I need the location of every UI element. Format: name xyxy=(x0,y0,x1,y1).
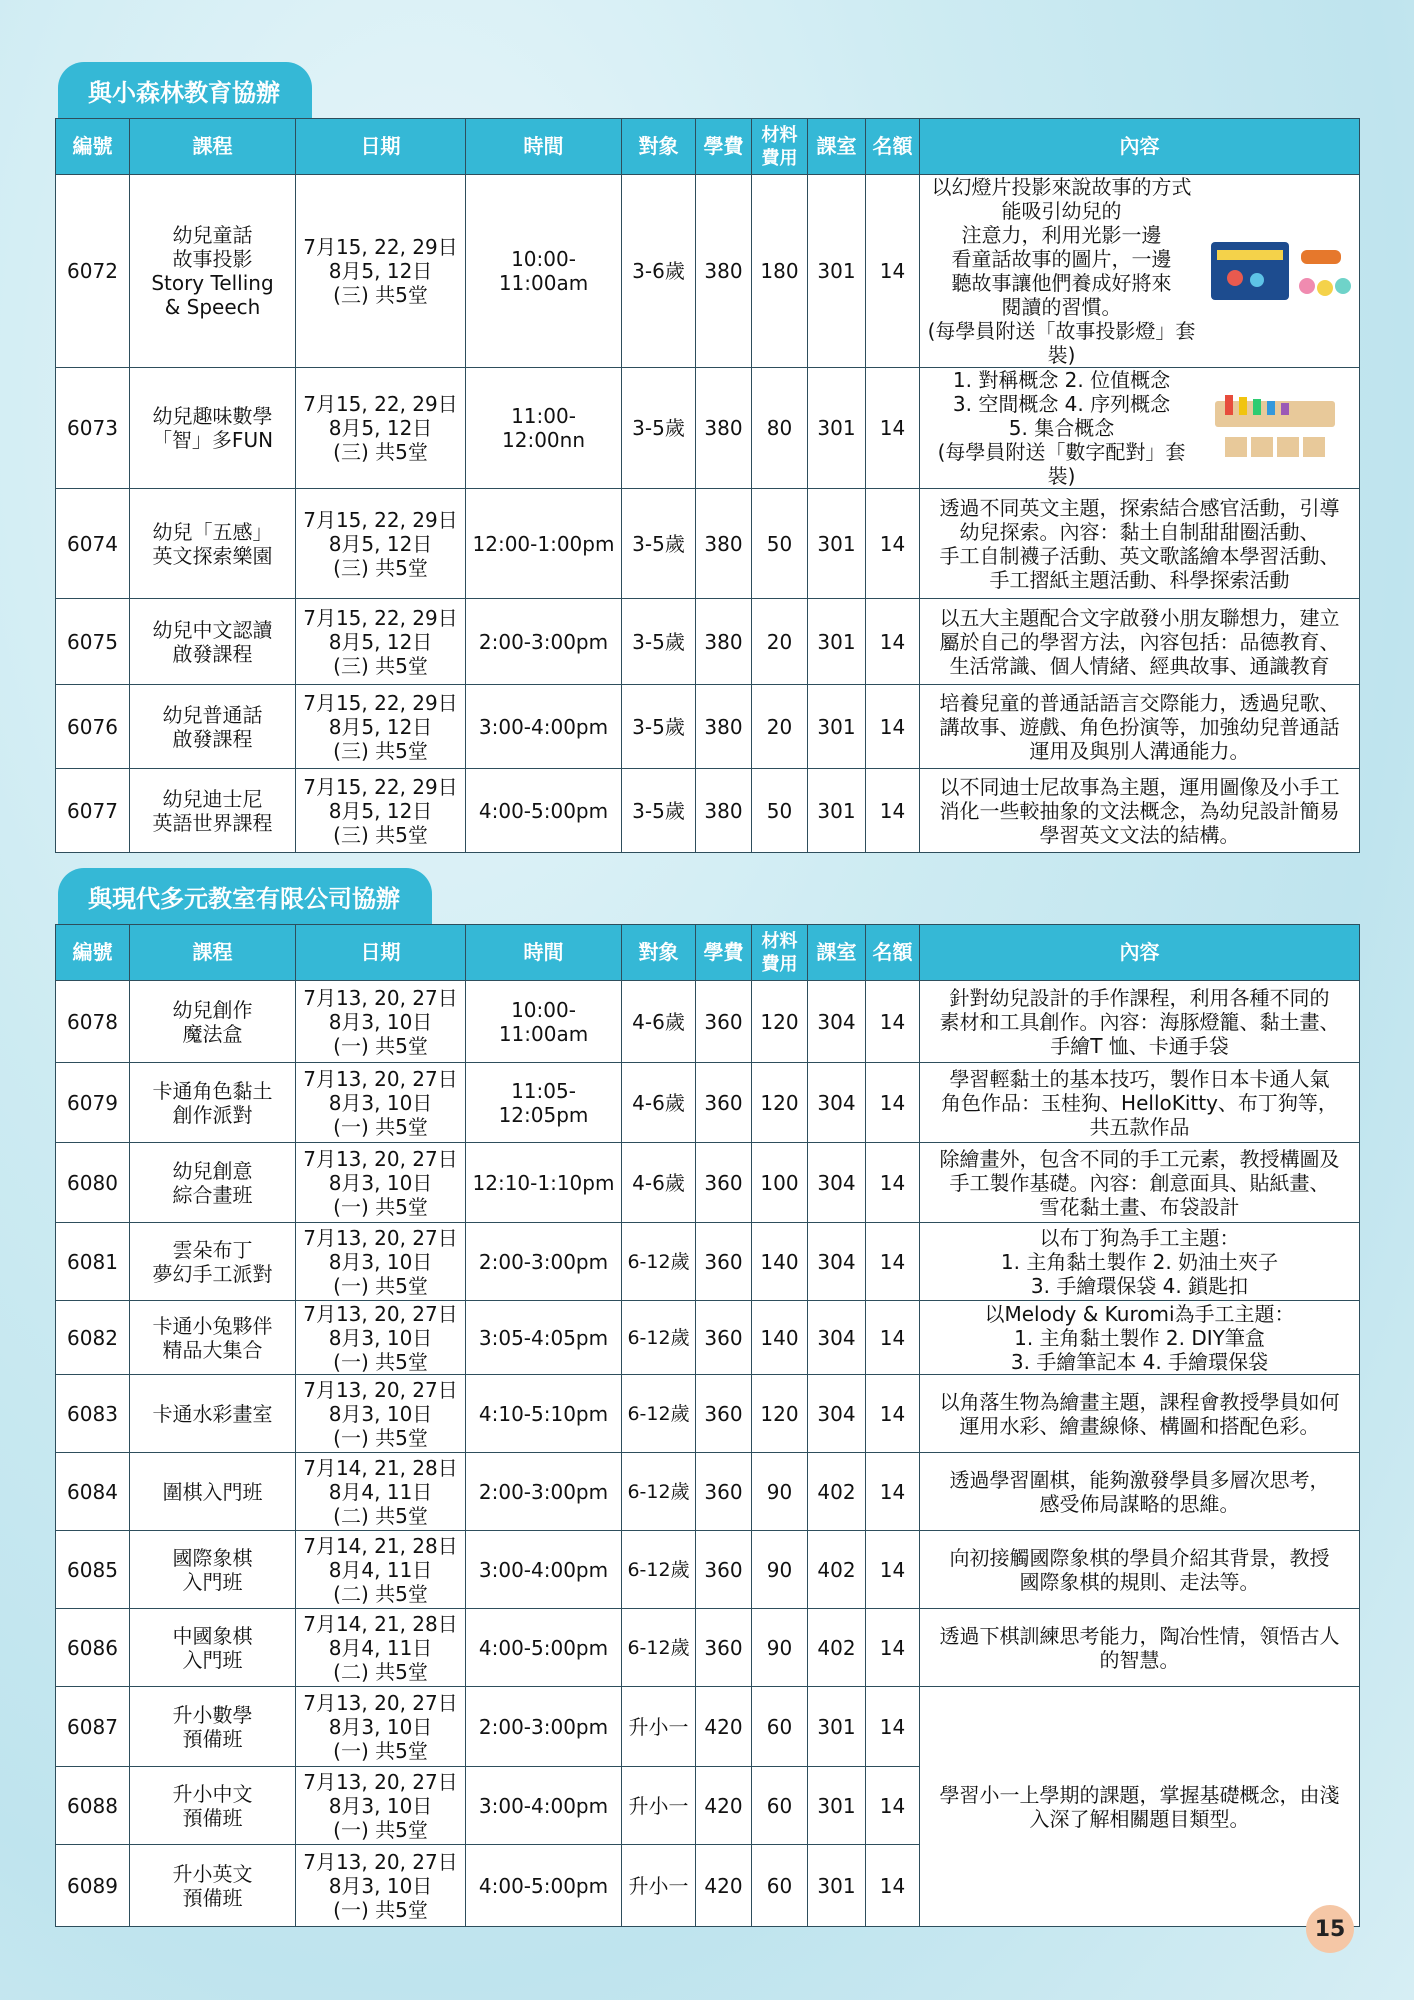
course-name: 幼兒童話 故事投影 Story Telling & Speech xyxy=(130,175,296,368)
table-row xyxy=(56,175,1360,368)
course-target: 6-12歲 xyxy=(622,1375,696,1453)
course-time: 11:05-12:05pm xyxy=(466,1063,622,1143)
course-target: 3-5歲 xyxy=(622,599,696,685)
course-dates: 7月13, 20, 27日 8月3, 10日 (一) 共5堂 xyxy=(296,1375,466,1453)
course-name: 升小數學 預備班 xyxy=(130,1687,296,1767)
course-id: 6072 xyxy=(56,175,130,368)
quota: 14 xyxy=(866,1063,920,1143)
course-time: 2:00-3:00pm xyxy=(466,599,622,685)
classroom: 301 xyxy=(808,1767,866,1845)
course-target: 4-6歲 xyxy=(622,1063,696,1143)
course-fee: 360 xyxy=(696,1531,752,1609)
course-time: 11:00-12:00nn xyxy=(466,368,622,489)
storybook-torch-icon xyxy=(1205,236,1355,306)
column-header: 課程 xyxy=(130,119,296,175)
material-fee: 180 xyxy=(752,175,808,368)
classroom: 304 xyxy=(808,1301,866,1375)
column-header: 時間 xyxy=(466,925,622,981)
quota: 14 xyxy=(866,489,920,599)
classroom: 304 xyxy=(808,1063,866,1143)
course-fee: 360 xyxy=(696,1453,752,1531)
course-content-text: 培養兒童的普通話語言交際能力，透過兒歌、 講故事、遊戲、角色扮演等，加強幼兒普通話 運用及與別人溝通能力。 xyxy=(939,690,1340,763)
classroom: 304 xyxy=(808,1223,866,1301)
quota: 14 xyxy=(866,368,920,489)
table-row xyxy=(56,981,1360,1063)
quota: 14 xyxy=(866,685,920,769)
course-dates: 7月15, 22, 29日 8月5, 12日 (三) 共5堂 xyxy=(296,175,466,368)
column-header: 學費 xyxy=(696,925,752,981)
course-name: 卡通角色黏土 創作派對 xyxy=(130,1063,296,1143)
column-header: 材料 費用 xyxy=(752,925,808,981)
course-id: 6074 xyxy=(56,489,130,599)
material-fee: 100 xyxy=(752,1143,808,1223)
table-row xyxy=(56,1687,1360,1767)
course-fee: 360 xyxy=(696,1375,752,1453)
course-target: 4-6歲 xyxy=(622,981,696,1063)
table-row xyxy=(56,1375,1360,1453)
material-fee: 90 xyxy=(752,1453,808,1531)
course-id: 6081 xyxy=(56,1223,130,1301)
course-fee: 360 xyxy=(696,1609,752,1687)
course-content-text: 以Melody & Kuromi為手工主題： 1. 主角黏土製作 2. DIY筆盒 3. 手繪筆記本 4. 手繪環保袋 xyxy=(984,1301,1295,1374)
course-id: 6077 xyxy=(56,769,130,853)
course-fee: 360 xyxy=(696,1063,752,1143)
column-header: 內容 xyxy=(920,925,1360,981)
course-content-text: 學習輕黏土的基本技巧，製作日本卡通人氣 角色作品：玉桂狗、HelloKitty、布丁狗等， 共五款作品 xyxy=(941,1066,1338,1139)
quota: 14 xyxy=(866,1845,920,1927)
course-target: 6-12歲 xyxy=(622,1223,696,1301)
classroom: 301 xyxy=(808,175,866,368)
classroom: 304 xyxy=(808,981,866,1063)
course-name: 國際象棋 入門班 xyxy=(130,1531,296,1609)
material-fee: 60 xyxy=(752,1767,808,1845)
material-fee: 140 xyxy=(752,1301,808,1375)
classroom: 304 xyxy=(808,1143,866,1223)
course-id: 6073 xyxy=(56,368,130,489)
course-content xyxy=(920,175,1360,368)
course-content xyxy=(920,599,1360,685)
classroom: 301 xyxy=(808,489,866,599)
course-content xyxy=(920,1609,1360,1687)
classroom: 301 xyxy=(808,599,866,685)
classroom: 301 xyxy=(808,769,866,853)
table-row xyxy=(56,599,1360,685)
course-name: 中國象棋 入門班 xyxy=(130,1609,296,1687)
column-header: 課程 xyxy=(130,925,296,981)
quota: 14 xyxy=(866,981,920,1063)
course-name: 幼兒創作 魔法盒 xyxy=(130,981,296,1063)
product-image xyxy=(1205,236,1355,306)
course-content xyxy=(920,1301,1360,1375)
course-target: 3-6歲 xyxy=(622,175,696,368)
course-content-text: 以角落生物為繪畫主題，課程會教授學員如何 運用水彩、繪畫線條、構圖和搭配色彩。 xyxy=(939,1389,1340,1438)
course-time: 4:10-5:10pm xyxy=(466,1375,622,1453)
column-header: 課室 xyxy=(808,119,866,175)
course-content xyxy=(920,1375,1360,1453)
course-fee: 380 xyxy=(696,599,752,685)
course-content-text: 以不同迪士尼故事為主題，運用圖像及小手工 消化一些較抽象的文法概念，為幼兒設計簡易 學習英文文法的結構。 xyxy=(939,774,1340,847)
course-fee: 380 xyxy=(696,685,752,769)
course-fee: 380 xyxy=(696,489,752,599)
course-content xyxy=(920,981,1360,1063)
material-fee: 50 xyxy=(752,769,808,853)
course-content-text: 針對幼兒設計的手作課程，利用各種不同的 素材和工具創作。內容：海豚燈籠、黏土畫、 手繪T 恤、卡通手袋 xyxy=(939,985,1340,1058)
course-target: 6-12歲 xyxy=(622,1453,696,1531)
column-header: 編號 xyxy=(56,925,130,981)
course-name: 幼兒普通話 啟發課程 xyxy=(130,685,296,769)
quota: 14 xyxy=(866,1609,920,1687)
course-id: 6085 xyxy=(56,1531,130,1609)
table-row xyxy=(56,685,1360,769)
course-fee: 380 xyxy=(696,769,752,853)
column-header: 對象 xyxy=(622,119,696,175)
course-content xyxy=(920,368,1360,489)
table-row xyxy=(56,1223,1360,1301)
table-row xyxy=(56,1143,1360,1223)
table-row xyxy=(56,489,1360,599)
course-content-text: 以幻燈片投影來說故事的方式能吸引幼兒的 注意力，利用光影一邊 看童話故事的圖片，一邊 聽故事讓他們養成好將來 閱讀的習慣。 (每學員附送「故事投影燈」套裝) xyxy=(927,175,1196,367)
course-content-merged: 學習小一上學期的課題，掌握基礎概念，由淺 入深了解相關題目類型。 xyxy=(920,1687,1360,1927)
quota: 14 xyxy=(866,1301,920,1375)
material-fee: 50 xyxy=(752,489,808,599)
quota: 14 xyxy=(866,1453,920,1531)
classroom: 402 xyxy=(808,1453,866,1531)
course-dates: 7月13, 20, 27日 8月3, 10日 (一) 共5堂 xyxy=(296,1063,466,1143)
quota: 14 xyxy=(866,1767,920,1845)
course-name: 幼兒趣味數學 「智」多FUN xyxy=(130,368,296,489)
column-header: 名額 xyxy=(866,119,920,175)
course-time: 2:00-3:00pm xyxy=(466,1687,622,1767)
course-target: 3-5歲 xyxy=(622,368,696,489)
course-dates: 7月14, 21, 28日 8月4, 11日 (二) 共5堂 xyxy=(296,1609,466,1687)
table-row xyxy=(56,1531,1360,1609)
column-header: 對象 xyxy=(622,925,696,981)
course-time: 3:00-4:00pm xyxy=(466,1531,622,1609)
course-content-text: 以布丁狗為手工主題： 1. 主角黏土製作 2. 奶油土夾子 3. 手繪環保袋 4. 鎖匙扣 xyxy=(1000,1225,1279,1298)
course-target: 3-5歲 xyxy=(622,685,696,769)
course-content xyxy=(920,1453,1360,1531)
course-fee: 420 xyxy=(696,1845,752,1927)
course-content xyxy=(920,685,1360,769)
course-content xyxy=(920,1531,1360,1609)
course-target: 6-12歲 xyxy=(622,1531,696,1609)
table-row xyxy=(56,1453,1360,1531)
course-id: 6080 xyxy=(56,1143,130,1223)
quota: 14 xyxy=(866,1223,920,1301)
schedule-table-forest xyxy=(55,118,1360,853)
course-target: 6-12歲 xyxy=(622,1301,696,1375)
material-fee: 60 xyxy=(752,1687,808,1767)
course-target: 升小一 xyxy=(622,1687,696,1767)
table-row xyxy=(56,368,1360,489)
classroom: 301 xyxy=(808,368,866,489)
course-time: 4:00-5:00pm xyxy=(466,1845,622,1927)
course-name: 雲朵布丁 夢幻手工派對 xyxy=(130,1223,296,1301)
course-content xyxy=(920,1223,1360,1301)
course-fee: 420 xyxy=(696,1687,752,1767)
section-title-forest: 與小森林教育協辦 xyxy=(58,62,312,118)
course-id: 6084 xyxy=(56,1453,130,1531)
course-time: 2:00-3:00pm xyxy=(466,1223,622,1301)
classroom: 304 xyxy=(808,1375,866,1453)
course-id: 6076 xyxy=(56,685,130,769)
course-dates: 7月13, 20, 27日 8月3, 10日 (一) 共5堂 xyxy=(296,1767,466,1845)
number-blocks-icon xyxy=(1205,393,1355,463)
course-fee: 360 xyxy=(696,1301,752,1375)
course-dates: 7月13, 20, 27日 8月3, 10日 (一) 共5堂 xyxy=(296,1845,466,1927)
column-header: 內容 xyxy=(920,119,1360,175)
column-header: 學費 xyxy=(696,119,752,175)
header-row xyxy=(56,925,1360,981)
classroom: 301 xyxy=(808,1687,866,1767)
course-content-text: 透過學習圍棋，能夠激發學員多層次思考， 感受佈局謀略的思維。 xyxy=(949,1467,1330,1516)
column-header: 日期 xyxy=(296,925,466,981)
header-row xyxy=(56,119,1360,175)
course-fee: 380 xyxy=(696,368,752,489)
course-name: 幼兒迪士尼 英語世界課程 xyxy=(130,769,296,853)
course-time: 4:00-5:00pm xyxy=(466,1609,622,1687)
quota: 14 xyxy=(866,1687,920,1767)
material-fee: 80 xyxy=(752,368,808,489)
classroom: 301 xyxy=(808,1845,866,1927)
course-content-text: 除繪畫外，包含不同的手工元素，教授構圖及 手工製作基礎。內容：創意面具、貼紙畫、 雪花黏土畫、布袋設計 xyxy=(939,1146,1340,1219)
course-fee: 380 xyxy=(696,175,752,368)
material-fee: 120 xyxy=(752,1375,808,1453)
quota: 14 xyxy=(866,175,920,368)
course-content xyxy=(920,1143,1360,1223)
course-target: 4-6歲 xyxy=(622,1143,696,1223)
course-dates: 7月13, 20, 27日 8月3, 10日 (一) 共5堂 xyxy=(296,981,466,1063)
course-name: 幼兒中文認讀 啟發課程 xyxy=(130,599,296,685)
course-dates: 7月15, 22, 29日 8月5, 12日 (三) 共5堂 xyxy=(296,368,466,489)
course-id: 6079 xyxy=(56,1063,130,1143)
material-fee: 90 xyxy=(752,1531,808,1609)
column-header: 課室 xyxy=(808,925,866,981)
course-dates: 7月13, 20, 27日 8月3, 10日 (一) 共5堂 xyxy=(296,1223,466,1301)
course-name: 卡通水彩畫室 xyxy=(130,1375,296,1453)
quota: 14 xyxy=(866,1143,920,1223)
table-row xyxy=(56,1063,1360,1143)
material-fee: 60 xyxy=(752,1845,808,1927)
course-time: 3:00-4:00pm xyxy=(466,1767,622,1845)
classroom: 402 xyxy=(808,1531,866,1609)
course-id: 6089 xyxy=(56,1845,130,1927)
course-id: 6083 xyxy=(56,1375,130,1453)
quota: 14 xyxy=(866,1375,920,1453)
course-dates: 7月13, 20, 27日 8月3, 10日 (一) 共5堂 xyxy=(296,1143,466,1223)
course-target: 升小一 xyxy=(622,1767,696,1845)
column-header: 編號 xyxy=(56,119,130,175)
course-name: 升小英文 預備班 xyxy=(130,1845,296,1927)
column-header: 時間 xyxy=(466,119,622,175)
course-time: 2:00-3:00pm xyxy=(466,1453,622,1531)
course-id: 6087 xyxy=(56,1687,130,1767)
course-content xyxy=(920,769,1360,853)
course-id: 6078 xyxy=(56,981,130,1063)
course-dates: 7月15, 22, 29日 8月5, 12日 (三) 共5堂 xyxy=(296,769,466,853)
course-time: 12:00-1:00pm xyxy=(466,489,622,599)
table-row xyxy=(56,1301,1360,1375)
course-target: 6-12歲 xyxy=(622,1609,696,1687)
course-name: 幼兒創意 綜合畫班 xyxy=(130,1143,296,1223)
course-dates: 7月15, 22, 29日 8月5, 12日 (三) 共5堂 xyxy=(296,685,466,769)
section-title-modern: 與現代多元教室有限公司協辦 xyxy=(58,868,432,924)
schedule-table-modern xyxy=(55,924,1360,1927)
course-name: 圍棋入門班 xyxy=(130,1453,296,1531)
course-id: 6075 xyxy=(56,599,130,685)
course-dates: 7月15, 22, 29日 8月5, 12日 (三) 共5堂 xyxy=(296,599,466,685)
page-number: 15 xyxy=(1306,1905,1354,1953)
column-header: 名額 xyxy=(866,925,920,981)
course-target: 升小一 xyxy=(622,1845,696,1927)
course-name: 升小中文 預備班 xyxy=(130,1767,296,1845)
table-row xyxy=(56,1609,1360,1687)
course-time: 10:00-11:00am xyxy=(466,175,622,368)
course-id: 6088 xyxy=(56,1767,130,1845)
course-fee: 360 xyxy=(696,1223,752,1301)
course-name: 幼兒「五感」 英文探索樂園 xyxy=(130,489,296,599)
quota: 14 xyxy=(866,769,920,853)
course-time: 3:05-4:05pm xyxy=(466,1301,622,1375)
table-row xyxy=(56,769,1360,853)
course-time: 12:10-1:10pm xyxy=(466,1143,622,1223)
classroom: 402 xyxy=(808,1609,866,1687)
course-dates: 7月13, 20, 27日 8月3, 10日 (一) 共5堂 xyxy=(296,1687,466,1767)
material-fee: 90 xyxy=(752,1609,808,1687)
course-content-text: 透過不同英文主題，探索結合感官活動，引導 幼兒探索。內容：黏土自制甜甜圈活動、 手工自制襪子活動、英文歌謠繪本學習活動、 手工摺紙主題活動、科學探索活動 xyxy=(939,495,1340,592)
material-fee: 140 xyxy=(752,1223,808,1301)
quota: 14 xyxy=(866,1531,920,1609)
course-content xyxy=(920,1063,1360,1143)
course-content xyxy=(920,489,1360,599)
material-fee: 120 xyxy=(752,1063,808,1143)
product-image xyxy=(1205,393,1355,463)
material-fee: 120 xyxy=(752,981,808,1063)
course-fee: 420 xyxy=(696,1767,752,1845)
course-target: 3-5歲 xyxy=(622,489,696,599)
course-name: 卡通小兔夥伴 精品大集合 xyxy=(130,1301,296,1375)
column-header: 材料 費用 xyxy=(752,119,808,175)
course-id: 6082 xyxy=(56,1301,130,1375)
course-content-text: 向初接觸國際象棋的學員介紹其背景，教授 國際象棋的規則、走法等。 xyxy=(949,1545,1330,1594)
course-target: 3-5歲 xyxy=(622,769,696,853)
course-dates: 7月14, 21, 28日 8月4, 11日 (二) 共5堂 xyxy=(296,1453,466,1531)
course-time: 10:00-11:00am xyxy=(466,981,622,1063)
material-fee: 20 xyxy=(752,599,808,685)
course-id: 6086 xyxy=(56,1609,130,1687)
course-content-text: 以五大主題配合文字啟發小朋友聯想力，建立 屬於自己的學習方法，內容包括：品德教育、 生活常識、個人情緒、經典故事、通識教育 xyxy=(939,605,1340,678)
course-dates: 7月14, 21, 28日 8月4, 11日 (二) 共5堂 xyxy=(296,1531,466,1609)
course-time: 3:00-4:00pm xyxy=(466,685,622,769)
course-dates: 7月13, 20, 27日 8月3, 10日 (一) 共5堂 xyxy=(296,1301,466,1375)
material-fee: 20 xyxy=(752,685,808,769)
course-content-text: 透過下棋訓練思考能力，陶冶性情，領悟古人 的智慧。 xyxy=(939,1623,1340,1672)
column-header: 日期 xyxy=(296,119,466,175)
course-dates: 7月15, 22, 29日 8月5, 12日 (三) 共5堂 xyxy=(296,489,466,599)
course-fee: 360 xyxy=(696,1143,752,1223)
classroom: 301 xyxy=(808,685,866,769)
quota: 14 xyxy=(866,599,920,685)
course-time: 4:00-5:00pm xyxy=(466,769,622,853)
course-fee: 360 xyxy=(696,981,752,1063)
course-content-text: 1. 對稱概念 2. 位值概念 3. 空間概念 4. 序列概念 5. 集合概念 (每學員附送「數字配對」套裝) xyxy=(937,368,1186,488)
